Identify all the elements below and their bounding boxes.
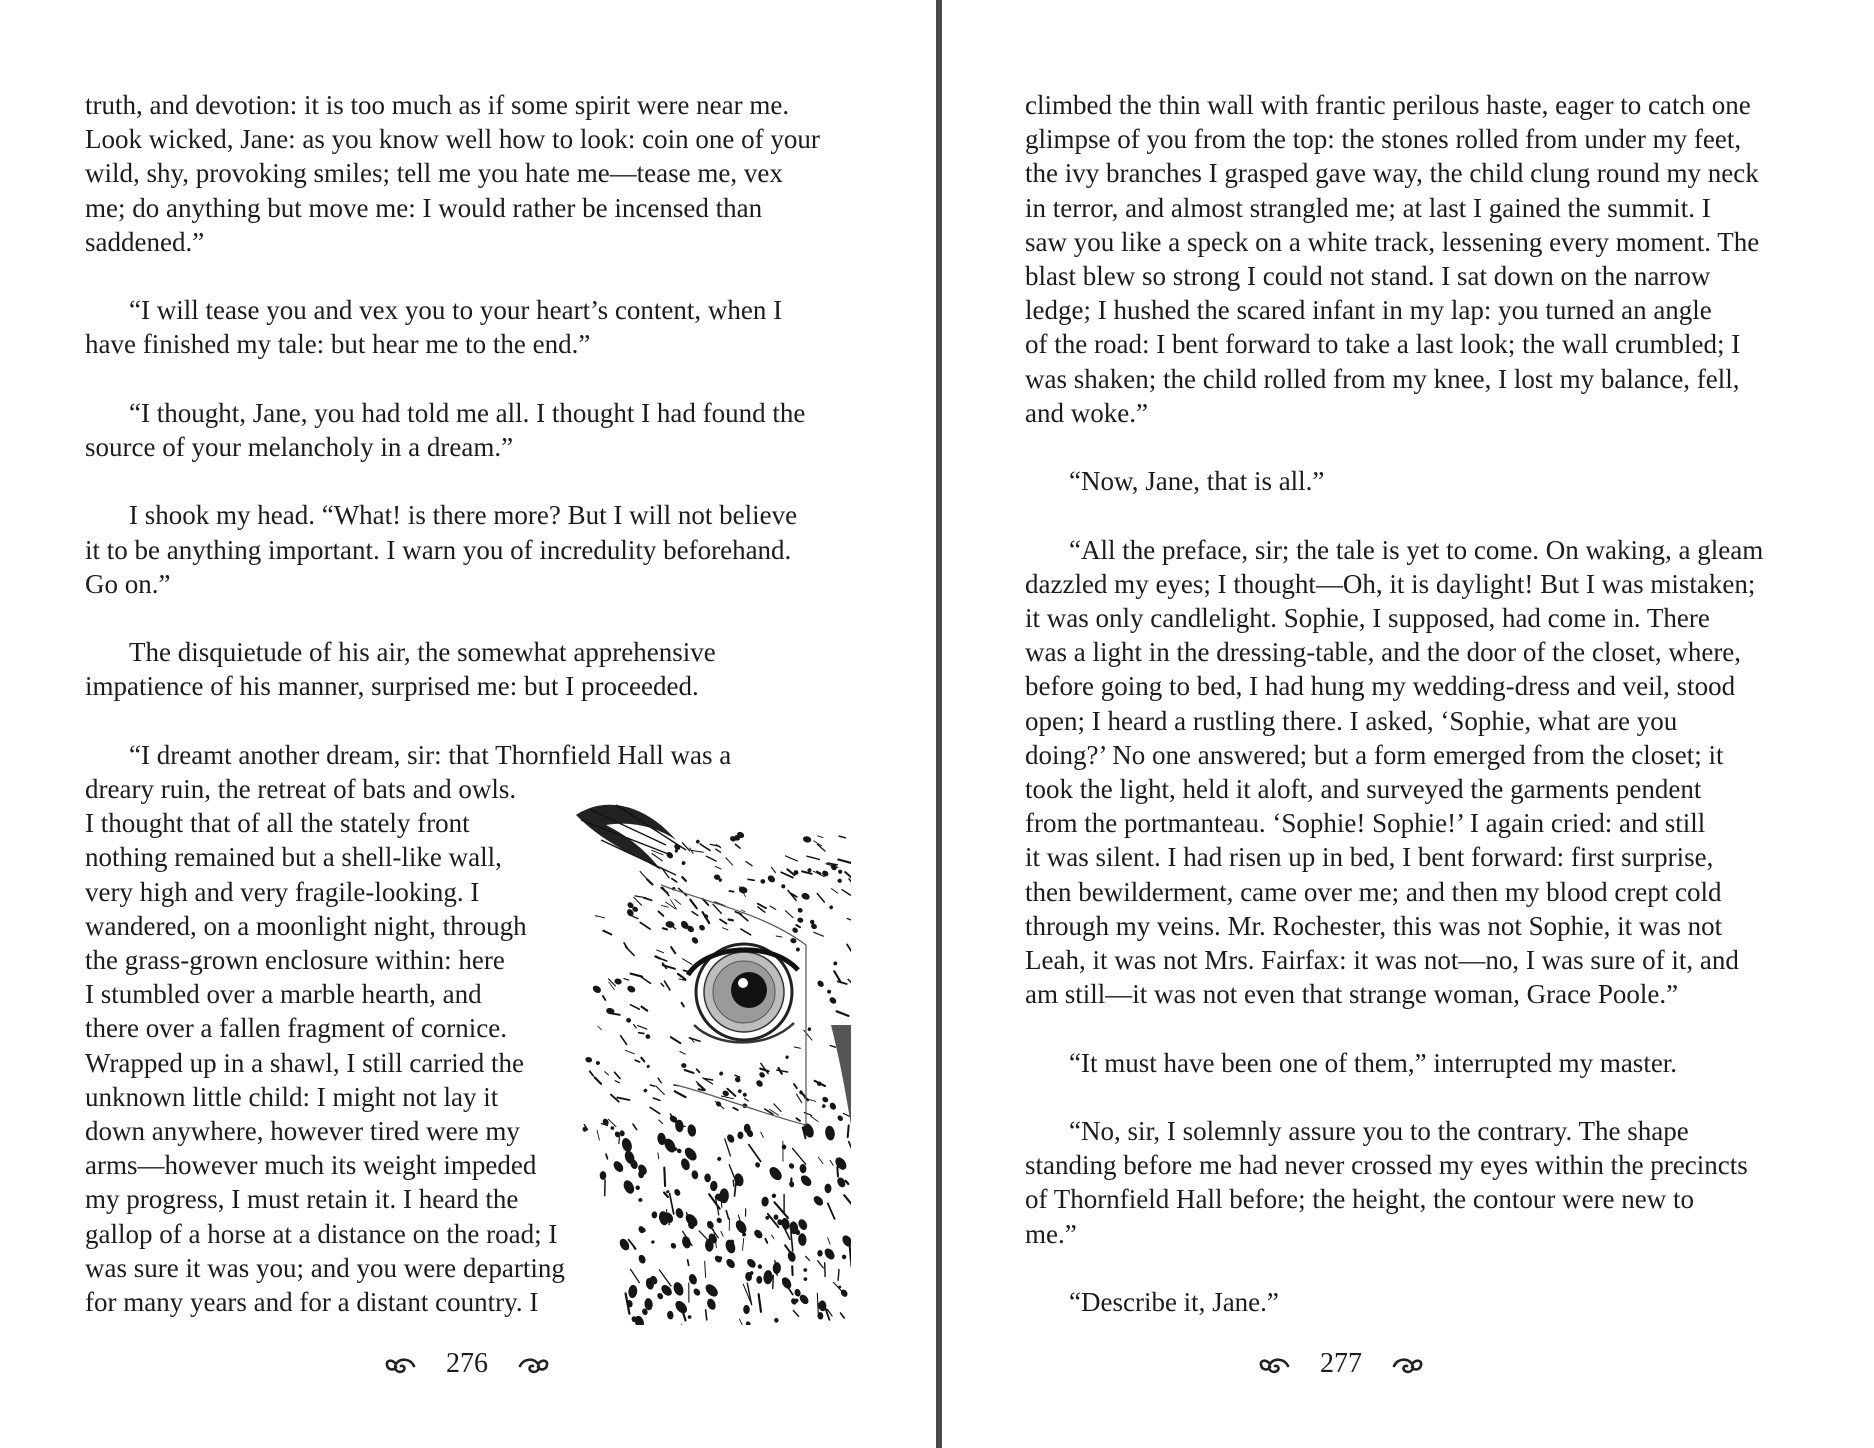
text-line: glimpse of you from the top: the stones rolled from under my feet, xyxy=(1025,124,1742,155)
left-page xyxy=(0,0,936,1448)
text-line: then bewilderment, came over me; and then my blood crept cold xyxy=(1025,876,1722,907)
paragraph xyxy=(1025,464,1795,498)
paragraph xyxy=(85,396,860,464)
text-line: open; I heard a rustling there. I asked, ‘Sophie, what are you xyxy=(1025,705,1678,736)
paragraph xyxy=(85,498,860,601)
text-line: was a light in the dressing-table, and the door of the closet, where, xyxy=(1025,637,1742,668)
text-line: wandered, on a moonlight night, through xyxy=(85,910,527,941)
text-line: and woke.” xyxy=(1025,397,1148,428)
text-line: gallop of a horse at a distance on the road; I xyxy=(85,1218,558,1249)
text-line: source of your melancholy in a dream.” xyxy=(85,432,514,462)
text-line: before going to bed, I had hung my wedding-dress and veil, stood xyxy=(1025,671,1736,702)
text-line: dreary ruin, the retreat of bats and owls. xyxy=(85,773,517,804)
text-line: “I will tease you and vex you to your heart’s content, when I xyxy=(129,295,783,326)
right-page xyxy=(942,0,1874,1448)
text-line: for many years and for a distant country. I xyxy=(85,1287,539,1318)
text-line: saddened.” xyxy=(85,226,205,257)
text-line: of Thornfield Hall before; the height, the contour were new to xyxy=(1025,1184,1695,1215)
text-line: “Describe it, Jane.” xyxy=(1069,1287,1279,1318)
text-line: Go on.” xyxy=(85,568,171,599)
paragraph xyxy=(1025,533,1795,1012)
paragraph xyxy=(1025,1046,1795,1080)
fleuron-left-icon xyxy=(1258,1354,1292,1378)
text-line: I stumbled over a marble hearth, and xyxy=(85,979,482,1010)
text-line: the ivy branches I grasped gave way, the child clung round my neck xyxy=(1025,158,1759,189)
page-number-right: 277 xyxy=(1320,1348,1362,1379)
text-line: it was silent. I had risen up in bed, I bent forward: first surprise, xyxy=(1025,842,1714,873)
text-line: there over a fallen fragment of cornice. xyxy=(85,1013,508,1044)
text-line: it was only candlelight. Sophie, I supposed, had come in. There xyxy=(1025,603,1710,634)
text-line: am still—it was not even that strange woman, Grace Poole.” xyxy=(1025,979,1679,1010)
paragraph xyxy=(1025,1285,1795,1319)
page-number-left: 276 xyxy=(446,1348,488,1379)
right-page-text xyxy=(1025,88,1795,1353)
text-line: have finished my tale: but hear me to the end.” xyxy=(85,329,591,360)
text-line: “I dreamt another dream, sir: that Thornfield Hall was a xyxy=(129,739,732,770)
text-line: in terror, and almost strangled me; at last I gained the summit. I xyxy=(1025,192,1711,223)
text-line: me; do anything but move me: I would rather be incensed than xyxy=(85,192,763,223)
text-line: saw you like a speck on a white track, lessening every moment. The xyxy=(1025,226,1760,257)
paragraph xyxy=(85,88,860,259)
text-line: impatience of his manner, surprised me: but I proceeded. xyxy=(85,671,699,702)
text-line: “Now, Jane, that is all.” xyxy=(1069,466,1325,497)
text-line: from the portmanteau. ‘Sophie! Sophie!’ I again cried: and still xyxy=(1025,808,1706,839)
paragraph xyxy=(1025,88,1795,430)
text-line: “No, sir, I solemnly assure you to the contrary. The shape xyxy=(1069,1116,1689,1147)
text-line: blast blew so strong I could not stand. I sat down on the narrow xyxy=(1025,261,1711,292)
text-line: “I thought, Jane, you had told me all. I thought I had found the xyxy=(129,397,806,428)
text-line: “All the preface, sir; the tale is yet to come. On waking, a gleam xyxy=(1069,534,1764,565)
text-line: climbed the thin wall with frantic perilous haste, eager to catch one xyxy=(1025,90,1751,120)
text-line: standing before me had never crossed my eyes within the precincts xyxy=(1025,1150,1748,1181)
text-line: was sure it was you; and you were departing xyxy=(85,1252,565,1283)
text-line: The disquietude of his air, the somewhat apprehensive xyxy=(129,637,716,668)
fleuron-left-icon xyxy=(384,1354,418,1378)
text-line: very high and very fragile-looking. I xyxy=(85,876,480,907)
fleuron-right-icon xyxy=(1390,1354,1424,1378)
text-line: was shaken; the child rolled from my knee, I lost my balance, fell, xyxy=(1025,363,1740,394)
text-line: dazzled my eyes; I thought—Oh, it is daylight! But I was mistaken; xyxy=(1025,568,1756,599)
text-line: down anywhere, however tired were my xyxy=(85,1116,520,1147)
text-line: truth, and devotion: it is too much as if some spirit were near me. xyxy=(85,90,790,120)
text-line: it to be anything important. I warn you of incredulity beforehand. xyxy=(85,534,792,565)
paragraph xyxy=(1025,1114,1795,1251)
owl-illustration xyxy=(566,795,851,1325)
text-line: Leah, it was not Mrs. Fairfax: it was not—no, I was sure of it, and xyxy=(1025,945,1739,976)
paragraph xyxy=(85,635,860,703)
text-line: took the light, held it aloft, and surveyed the garments pendent xyxy=(1025,774,1702,805)
text-line: me.” xyxy=(1025,1218,1077,1249)
text-line: I thought that of all the stately front xyxy=(85,808,470,839)
text-line: I shook my head. “What! is there more? But I will not believe xyxy=(129,500,798,531)
text-line: wild, shy, provoking smiles; tell me you hate me—tease me, vex xyxy=(85,158,783,189)
text-line: “It must have been one of them,” interrupted my master. xyxy=(1069,1047,1678,1078)
right-folio xyxy=(1141,1344,1541,1384)
text-line: arms—however much its weight impeded xyxy=(85,1150,537,1181)
paragraph xyxy=(85,293,860,361)
text-line: doing?’ No one answered; but a form emerged from the closet; it xyxy=(1025,739,1724,770)
text-line: Wrapped up in a shawl, I still carried the xyxy=(85,1047,525,1078)
text-line: of the road: I bent forward to take a last look; the wall crumbled; I xyxy=(1025,329,1741,360)
text-line: ledge; I hushed the scared infant in my lap: you turned an angle xyxy=(1025,295,1712,326)
text-line: Look wicked, Jane: as you know well how to look: coin one of your xyxy=(85,124,820,155)
text-line: nothing remained but a shell-like wall, xyxy=(85,842,502,873)
text-line: unknown little child: I might not lay it xyxy=(85,1081,499,1112)
text-line: the grass-grown enclosure within: here xyxy=(85,945,505,975)
left-folio xyxy=(267,1344,667,1384)
text-line: my progress, I must retain it. I heard the xyxy=(85,1184,519,1215)
fleuron-right-icon xyxy=(516,1354,550,1378)
text-line: through my veins. Mr. Rochester, this was not Sophie, it was not xyxy=(1025,910,1723,941)
